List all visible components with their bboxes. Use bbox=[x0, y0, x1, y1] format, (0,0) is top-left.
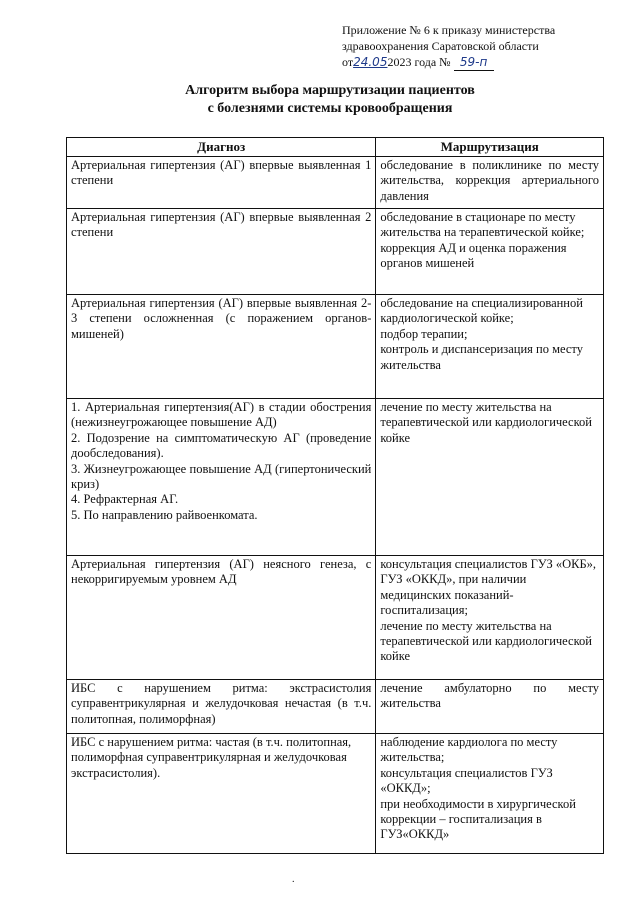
diagnosis-list-item: 5. По направлению райвоенкомата. bbox=[71, 507, 258, 522]
diagnosis-cell bbox=[67, 399, 376, 556]
diagnosis-text: ИБС с нарушением ритма: экстрасистолия суправентрикулярная и желудочковая нечастая (в т.ч. политопная, полиморфная) bbox=[71, 681, 372, 726]
header-line-3 bbox=[342, 54, 632, 71]
table-row bbox=[67, 556, 604, 680]
table-row bbox=[67, 399, 604, 556]
page-mark: . bbox=[292, 874, 295, 885]
table-row bbox=[67, 734, 604, 854]
order-header bbox=[342, 22, 632, 71]
diagnosis-list-item: 1. Артериальная гипертензия(АГ) в стадии обострения (нежизнеугрожающее повышение АД) bbox=[71, 400, 372, 430]
routing-text: лечение по месту жительства на терапевтической или кардиологической койке bbox=[380, 618, 592, 664]
diagnosis-list-item: 2. Подозрение на симптоматическую АГ (проведение дообследования). bbox=[71, 430, 372, 461]
routing-cell bbox=[376, 295, 604, 399]
handwritten-date: 24.05 bbox=[353, 55, 388, 69]
header-year-label: 2023 года № bbox=[387, 55, 451, 69]
diagnosis-cell bbox=[67, 209, 376, 295]
routing-text: обследование в стационаре по месту жительства на терапевтической койке; bbox=[380, 210, 585, 240]
table-row bbox=[67, 157, 604, 209]
routing-text: лечение амбулаторно по месту жительства bbox=[380, 681, 599, 711]
title-line-2: с болезнями системы кровообращения bbox=[207, 101, 453, 116]
routing-cell bbox=[376, 209, 604, 295]
routing-cell bbox=[376, 157, 604, 209]
header-from-label: от bbox=[342, 55, 354, 69]
diagnosis-cell bbox=[67, 680, 376, 734]
header-line-1: Приложение № 6 к приказу министерства bbox=[342, 23, 556, 37]
routing-text: консультация специалистов ГУЗ «ОККД»; bbox=[380, 765, 553, 796]
routing-text: консультация специалистов ГУЗ «ОКБ», ГУЗ «ОККД», при наличии медицинских показаний- госпитализация; bbox=[380, 557, 597, 618]
diagnosis-cell bbox=[67, 157, 376, 209]
diagnosis-cell bbox=[67, 295, 376, 399]
column-header-routing: Маршрутизация bbox=[376, 138, 604, 157]
routing-text: коррекция АД и оценка поражения органов мишеней bbox=[380, 240, 567, 271]
diagnosis-text: Артериальная гипертензия (АГ) впервые выявленная 1 степени bbox=[71, 158, 372, 188]
title-line-1: Алгоритм выбора маршрутизации пациентов bbox=[185, 83, 475, 98]
diagnosis-text: Артериальная гипертензия (АГ) неясного генеза, с некорригируемым уровнем АД bbox=[71, 557, 372, 587]
diagnosis-list-item: 3. Жизнеугрожающее повышение АД (гипертонический криз) bbox=[71, 461, 372, 492]
diagnosis-text: Артериальная гипертензия (АГ) впервые выявленная 2 степени bbox=[71, 210, 372, 240]
routing-text: контроль и диспансеризация по месту жительства bbox=[380, 342, 583, 372]
routing-text: наблюдение кардиолога по месту жительства; bbox=[380, 735, 558, 765]
table-row bbox=[67, 209, 604, 295]
diagnosis-list-item: 4. Рефрактерная АГ. bbox=[71, 492, 179, 507]
table-row bbox=[67, 295, 604, 399]
routing-text: обследование в поликлинике по месту жительства, коррекция артериального давления bbox=[380, 158, 599, 203]
routing-cell bbox=[376, 734, 604, 854]
header-line-2: здравоохранения Саратовской области bbox=[342, 39, 539, 53]
document-title bbox=[90, 82, 570, 118]
routing-cell bbox=[376, 399, 604, 556]
diagnosis-cell bbox=[67, 734, 376, 854]
routing-text: обследование на специализированной кардиологической койке; bbox=[380, 296, 583, 326]
diagnosis-cell bbox=[67, 556, 376, 680]
handwritten-order-number: 59-п bbox=[454, 54, 494, 71]
routing-text: лечение по месту жительства на терапевтической или кардиологической койке bbox=[380, 400, 592, 445]
routing-text: при необходимости в хирургической коррекции – госпитализация в ГУЗ«ОККД» bbox=[380, 796, 576, 842]
table-row bbox=[67, 680, 604, 734]
routing-cell bbox=[376, 680, 604, 734]
routing-table bbox=[66, 137, 604, 854]
routing-text: подбор терапии; bbox=[380, 326, 468, 341]
routing-cell bbox=[376, 556, 604, 680]
table-header-row bbox=[67, 138, 604, 157]
column-header-diagnosis: Диагноз bbox=[67, 138, 376, 157]
diagnosis-text: ИБС с нарушением ритма: частая (в т.ч. политопная, полиморфная суправентрикулярная и желудочковая экстрасистолия). bbox=[71, 735, 352, 780]
diagnosis-text: Артериальная гипертензия (АГ) впервые выявленная 2-3 степени осложненная (с поражением органов-мишеней) bbox=[71, 296, 372, 341]
